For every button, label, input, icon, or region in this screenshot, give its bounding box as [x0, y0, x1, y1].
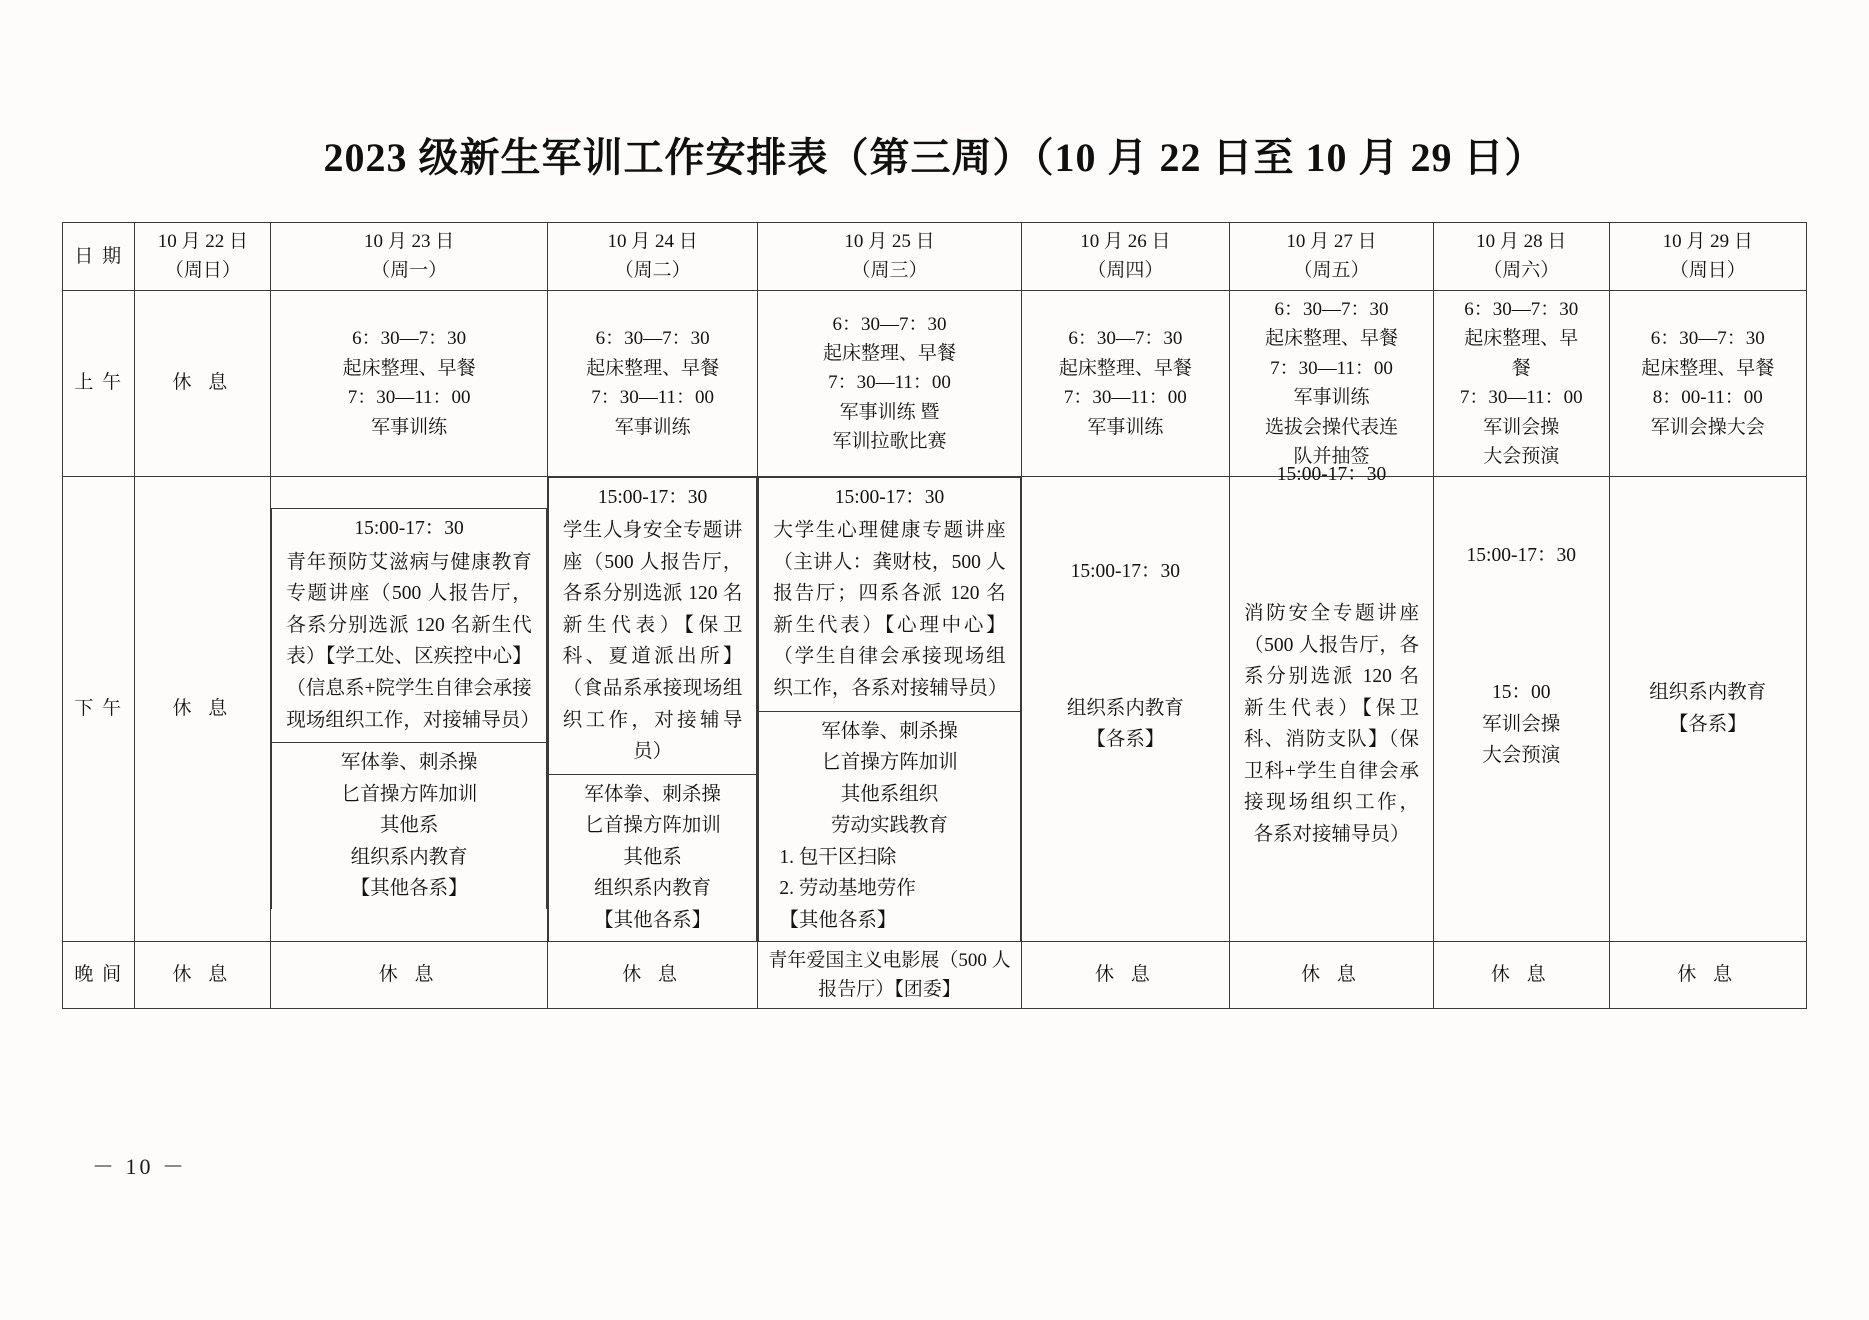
afternoon-cell-27 [1230, 464, 1434, 941]
row-label-afternoon: 下 午 [63, 476, 135, 941]
header-col-8: 10 月 29 日 （周日） [1609, 223, 1807, 291]
header-col-1: 10 月 22 日 （周日） [135, 223, 271, 291]
header-col-3: 10 月 24 日 （周二） [547, 223, 758, 291]
afternoon-cell-24 [547, 476, 758, 941]
afternoon-29-body: 组织系内教育 【各系】 [1649, 681, 1767, 735]
evening-cell-28: 休 息 [1434, 941, 1609, 1009]
afternoon-24-main: 学生人身安全专题讲座（500 人报告厅，各系分别选派 120 名新生代表）【保卫科、夏道派出所】（食品系承接现场组织工作，对接辅导员） [562, 520, 743, 763]
evening-row [63, 941, 1807, 1009]
afternoon-24-time: 15:00-17：30 [597, 486, 708, 508]
afternoon-27-time: 15:00-17：30 [1276, 464, 1387, 486]
afternoon-25-sub: 军体拳、刺杀操 匕首操方阵加训 其他系组织 劳动实践教育 1. 包干区扫除 2. 劳动基地劳作 【其他各系】 [779, 720, 958, 932]
afternoon-row [63, 476, 1807, 941]
evening-cell-29: 休 息 [1609, 941, 1807, 1009]
morning-cell-26: 6：30—7：30 起床整理、早餐 7：30—11：00 军事训练 [1021, 290, 1229, 476]
afternoon-23-time: 15:00-17：30 [354, 518, 464, 540]
afternoon-cell-29 [1609, 476, 1807, 941]
page-number: － 10 － [92, 1154, 188, 1179]
header-col-5: 10 月 26 日 （周四） [1021, 223, 1229, 291]
evening-cell-22: 休 息 [135, 941, 271, 1009]
afternoon-cell-25 [758, 476, 1021, 941]
afternoon-cell-26 [1021, 476, 1229, 941]
afternoon-27-main: 消防安全专题讲座（500 人报告厅，各系分别选派 120 名新生代表）【保卫科、消防支队】（保卫科+学生自律会承接现场组织工作，各系对接辅导员） [1244, 603, 1420, 846]
afternoon-23-main: 青年预防艾滋病与健康教育专题讲座（500 人报告厅，各系分别选派 120 名新生代表）【学工处、区疾控中心】（信息系+院学生自律会承接现场组织工作，对接辅导员） [286, 551, 540, 731]
morning-cell-23: 6：30—7：30 起床整理、早餐 7：30—11：00 军事训练 [271, 290, 547, 476]
morning-cell-27: 6：30—7：30 起床整理、早餐 7：30—11：00 军事训练 选拔会操代表连 队并抽签 [1230, 290, 1434, 476]
afternoon-cell-28 [1434, 476, 1609, 941]
header-col-4: 10 月 25 日 （周三） [758, 223, 1021, 291]
afternoon-cell-23 [271, 476, 547, 941]
evening-cell-24: 休 息 [547, 941, 758, 1009]
evening-cell-27: 休 息 [1230, 941, 1434, 1009]
afternoon-26-body: 组织系内教育 【各系】 [1066, 697, 1184, 751]
page-title: 2023 级新生军训工作安排表（第三周）（10 月 22 日至 10 月 29 日） [323, 135, 1546, 180]
afternoon-25-main: 大学生心理健康专题讲座（主讲人：龚财枝，500 人报告厅；四系各派 120 名新生代表）【心理中心】（学生自律会承接现场组织工作，各系对接辅导员） [773, 520, 1008, 699]
afternoon-28-body: 15：00 军训会操 大会预演 [1482, 681, 1561, 767]
header-corner-label: 日 期 [63, 223, 135, 291]
morning-cell-28: 6：30—7：30 起床整理、早 餐 7：30—11：00 军训会操 大会预演 [1434, 290, 1609, 476]
header-col-7: 10 月 28 日 （周六） [1434, 223, 1609, 291]
header-col-6: 10 月 27 日 （周五） [1230, 223, 1434, 291]
afternoon-24-sub: 军体拳、刺杀操 匕首操方阵加训 其他系 组织系内教育 【其他各系】 [584, 783, 721, 932]
afternoon-26-time: 15:00-17：30 [1070, 561, 1181, 583]
morning-cell-29: 6：30—7：30 起床整理、早餐 8：00-11：00 军训会操大会 [1609, 290, 1807, 476]
afternoon-cell-22: 休 息 [135, 476, 271, 941]
morning-row [63, 290, 1807, 476]
evening-cell-23: 休 息 [271, 941, 547, 1009]
table-header-row [63, 223, 1807, 291]
morning-cell-22: 休 息 [135, 290, 271, 476]
row-label-morning: 上 午 [63, 290, 135, 476]
morning-cell-25: 6：30—7：30 起床整理、早餐 7：30—11：00 军事训练 暨 军训拉歌比赛 [758, 290, 1021, 476]
morning-cell-24: 6：30—7：30 起床整理、早餐 7：30—11：00 军事训练 [547, 290, 758, 476]
evening-cell-25: 青年爱国主义电影展（500 人报告厅）【团委】 [758, 941, 1021, 1009]
row-label-evening: 晚 间 [63, 941, 135, 1009]
afternoon-23-sub: 军体拳、刺杀操 匕首操方阵加训 其他系 组织系内教育 【其他各系】 [340, 752, 478, 900]
evening-cell-26: 休 息 [1021, 941, 1229, 1009]
header-col-2: 10 月 23 日 （周一） [271, 223, 547, 291]
training-schedule-table [62, 222, 1807, 1009]
afternoon-28-time: 15:00-17：30 [1466, 545, 1576, 567]
afternoon-25-time: 15:00-17：30 [834, 486, 945, 508]
